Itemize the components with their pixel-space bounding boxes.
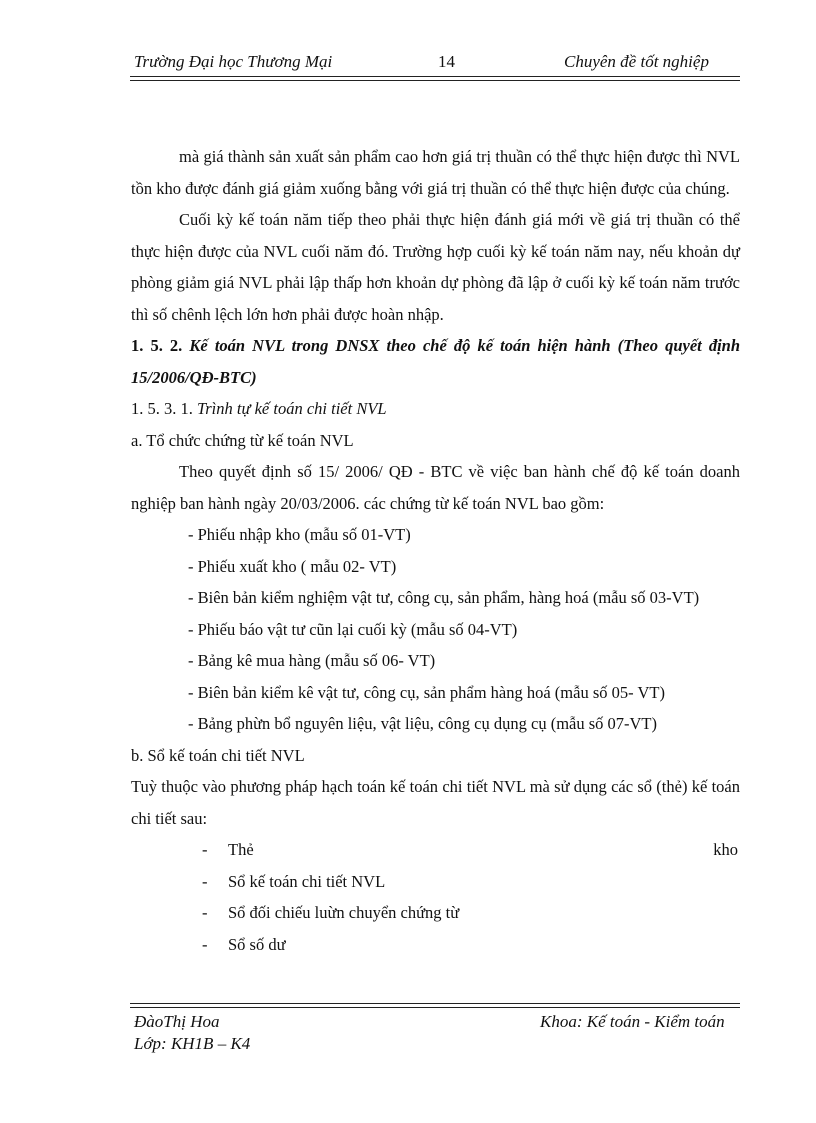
- page-body: [131, 141, 740, 960]
- section-number: 1. 5. 2.: [131, 336, 183, 355]
- paragraph-1: mà giá thành sản xuất sản phẩm cao hơn giá trị thuần có thể thực hiện được thì NVL tồn kho được đánh giá giảm xuống bằng với giá trị thuần có thể thực hiện được của chúng.: [131, 147, 740, 198]
- footer-class: Lớp: KH1B – K4: [134, 1034, 251, 1053]
- ledger-dash: -: [202, 903, 208, 922]
- ledger-item: [131, 929, 740, 961]
- header-rule: [130, 76, 740, 77]
- ledger-dash: -: [202, 840, 208, 859]
- ledger-label-right: kho: [713, 840, 738, 859]
- document-item: - Phiếu nhập kho (mẫu số 01-VT): [188, 525, 411, 544]
- paragraph-2: Cuối kỳ kế toán năm tiếp theo phải thực hiện đánh giá mới về giá trị thuần có thể thực hiện được của NVL cuối năm đó. Trường hợp cuối kỳ kế toán năm nay, nếu khoản dự phòng giảm giá NVL phải lập thấp hơn khoản dự phòng đã lập ở cuối kỳ kế toán năm trước thì số chênh lệch lớn hơn phải được hoàn nhập.: [131, 210, 740, 324]
- footer-rule: [130, 1003, 740, 1004]
- section-heading: [131, 330, 740, 393]
- ledger-label: Sổ kế toán chi tiết NVL: [228, 871, 386, 891]
- ledger-label: Thẻ: [228, 840, 254, 859]
- subsection-title: Trình tự kế toán chi tiết NVL: [197, 399, 387, 418]
- document-item: - Biên bản kiểm kê vật tư, công cụ, sản phẩm hàng hoá (mẫu số 05- VT): [188, 682, 665, 702]
- ledger-dash: -: [202, 871, 208, 891]
- paragraph-4: Tuỳ thuộc vào phương pháp hạch toán kế toán chi tiết NVL mà sử dụng các sổ (thẻ) kế toán chi tiết sau:: [131, 777, 740, 828]
- paragraph-3: Theo quyết định số 15/ 2006/ QĐ - BTC về việc ban hành chế độ kế toán doanh nghiệp ban hành ngày 20/03/2006. các chứng từ kế toán NVL bao gồm:: [131, 462, 740, 513]
- ledger-label: Sổ số dư: [228, 934, 286, 954]
- ledger-item: [131, 866, 740, 898]
- header-doc-type: Chuyên đề tốt nghiệp: [564, 52, 709, 71]
- subsection-heading: [131, 393, 740, 425]
- heading-b: b. Sổ kế toán chi tiết NVL: [131, 745, 305, 765]
- header-school: Trường Đại học Thương Mại: [134, 52, 333, 71]
- document-item: - Bảng kê mua hàng (mẫu số 06- VT): [188, 651, 436, 670]
- ledger-label: Sổ đối chiếu luừn chuyển chứng từ: [228, 903, 460, 922]
- document-item: - Phiếu báo vật tư cũn lại cuối kỳ (mẫu số 04-VT): [188, 619, 518, 639]
- ledger-dash: -: [202, 934, 208, 954]
- section-title: Kế toán NVL trong DNSX theo chế độ kế toán hiện hành (Theo quyết định 15/2006/QĐ-BTC): [131, 336, 741, 387]
- ledger-item: [131, 834, 740, 866]
- document-item: - Biên bản kiểm nghiệm vật tư, công cụ, sản phẩm, hàng hoá (mẫu số 03-VT): [188, 588, 700, 607]
- ledger-item: [131, 897, 740, 929]
- page-number: 14: [438, 52, 455, 71]
- heading-a: a. Tổ chức chứng từ kế toán NVL: [131, 430, 354, 450]
- subsection-number: 1. 5. 3. 1.: [131, 399, 193, 418]
- footer-rule-double: [130, 1007, 740, 1008]
- header-rule-double: [130, 80, 740, 81]
- footer-author: ĐàoThị Hoa: [134, 1012, 220, 1031]
- document-item: - Phiếu xuất kho ( mẫu 02- VT): [188, 556, 397, 576]
- document-item: - Bảng phừn bổ nguyên liệu, vật liệu, công cụ dụng cụ (mẫu số 07-VT): [188, 714, 658, 733]
- footer-department: Khoa: Kế toán - Kiểm toán: [540, 1012, 725, 1031]
